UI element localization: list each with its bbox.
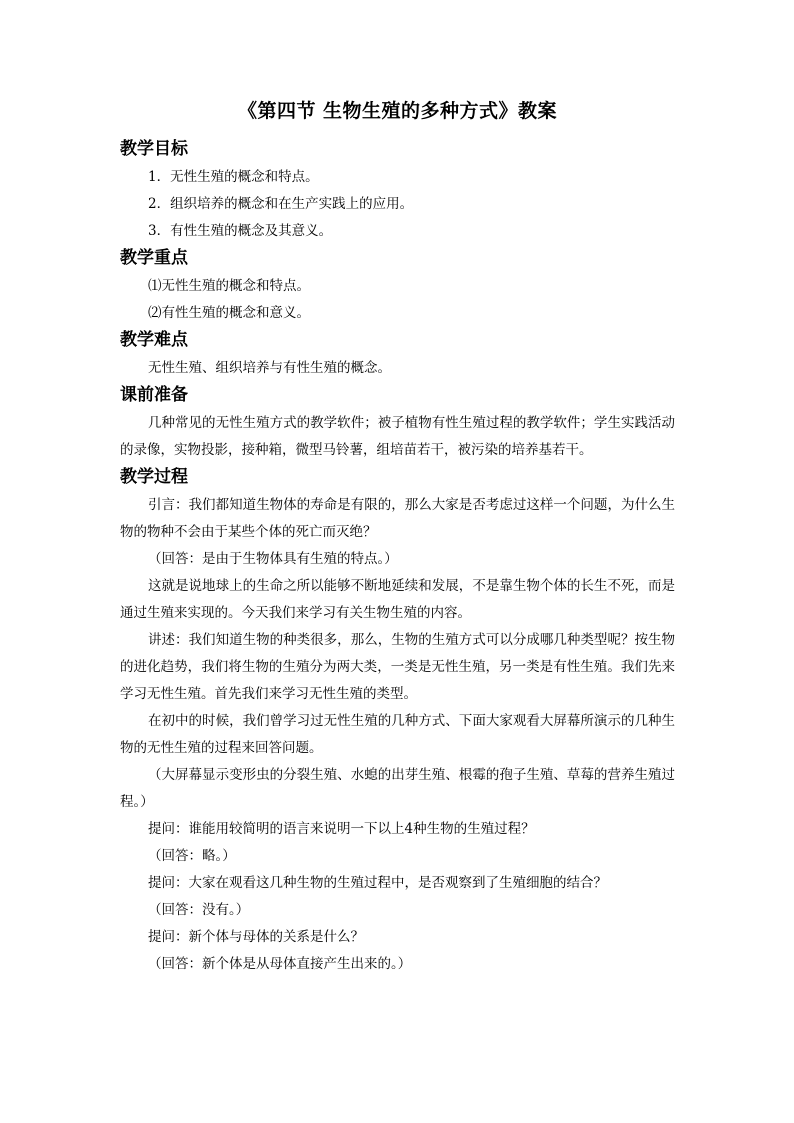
key-point-item: ⑵有性生殖的概念和意义。 xyxy=(148,305,310,321)
process-paragraph: 提问：谁能用较简明的语言来说明一下以上4种生物的生殖过程？ xyxy=(148,821,535,837)
section-heading-goals: 教学目标 xyxy=(120,139,188,159)
process-paragraph: 提问：大家在观看这几种生物的生殖过程中，是否观察到了生殖细胞的结合？ xyxy=(148,875,607,891)
key-point-item: ⑴无性生殖的概念和特点。 xyxy=(148,278,310,294)
section-heading-key-points: 教学重点 xyxy=(120,248,188,268)
process-paragraph: （回答：新个体是从母体直接产生出来的。） xyxy=(148,956,412,972)
goal-item: 1．无性生殖的概念和特点。 xyxy=(148,169,319,185)
preparation-text: 几种常见的无性生殖方式的教学软件；被子植物有性生殖过程的教学软件；学生实践活动的录像，实物投影，接种箱，微型马铃薯，组培苗若干，被污染的培养基若干。 xyxy=(120,415,675,458)
process-paragraph: （回答：没有。） xyxy=(148,902,250,918)
section-heading-preparation: 课前准备 xyxy=(120,385,188,405)
document-page xyxy=(120,96,675,978)
process-paragraph: 这就是说地球上的生命之所以能够不断地延续和发展，不是靠生物个体的长生不死，而是通过生殖来实现的。今天我们来学习有关生物生殖的内容。 xyxy=(120,578,675,621)
process-paragraph: 讲述：我们知道生物的种类很多，那么，生物的生殖方式可以分成哪几种类型呢？按生物的进化趋势，我们将生物的生殖分为两大类，一类是无性生殖，另一类是有性生殖。我们先来学习无性生殖。首先我们来学习无性生殖的类型。 xyxy=(120,632,675,702)
goal-item: 3．有性生殖的概念及其意义。 xyxy=(148,223,333,239)
section-heading-process: 教学过程 xyxy=(120,467,188,487)
goal-item: 2．组织培养的概念和在生产实践上的应用。 xyxy=(148,196,414,212)
process-paragraph: 提问：新个体与母体的关系是什么？ xyxy=(148,929,364,945)
process-paragraph: 引言：我们都知道生物体的寿命是有限的，那么大家是否考虑过这样一个问题，为什么生物的物种不会由于某些个体的死亡而灭绝？ xyxy=(120,497,675,540)
process-paragraph: （回答：略。） xyxy=(148,848,236,864)
difficulties-text: 无性生殖、组织培养与有性生殖的概念。 xyxy=(148,360,391,376)
process-paragraph: （回答：是由于生物体具有生殖的特点。） xyxy=(148,551,398,567)
section-heading-difficulties: 教学难点 xyxy=(120,330,188,350)
process-paragraph: （大屏幕显示变形虫的分裂生殖、水螅的出芽生殖、根霉的孢子生殖、草莓的营养生殖过程。） xyxy=(120,767,675,810)
process-paragraph: 在初中的时候，我们曾学习过无性生殖的几种方式、下面大家观看大屏幕所演示的几种生物的无性生殖的过程来回答问题。 xyxy=(120,713,675,756)
document-title: 《第四节 生物生殖的多种方式》教案 xyxy=(237,100,558,122)
